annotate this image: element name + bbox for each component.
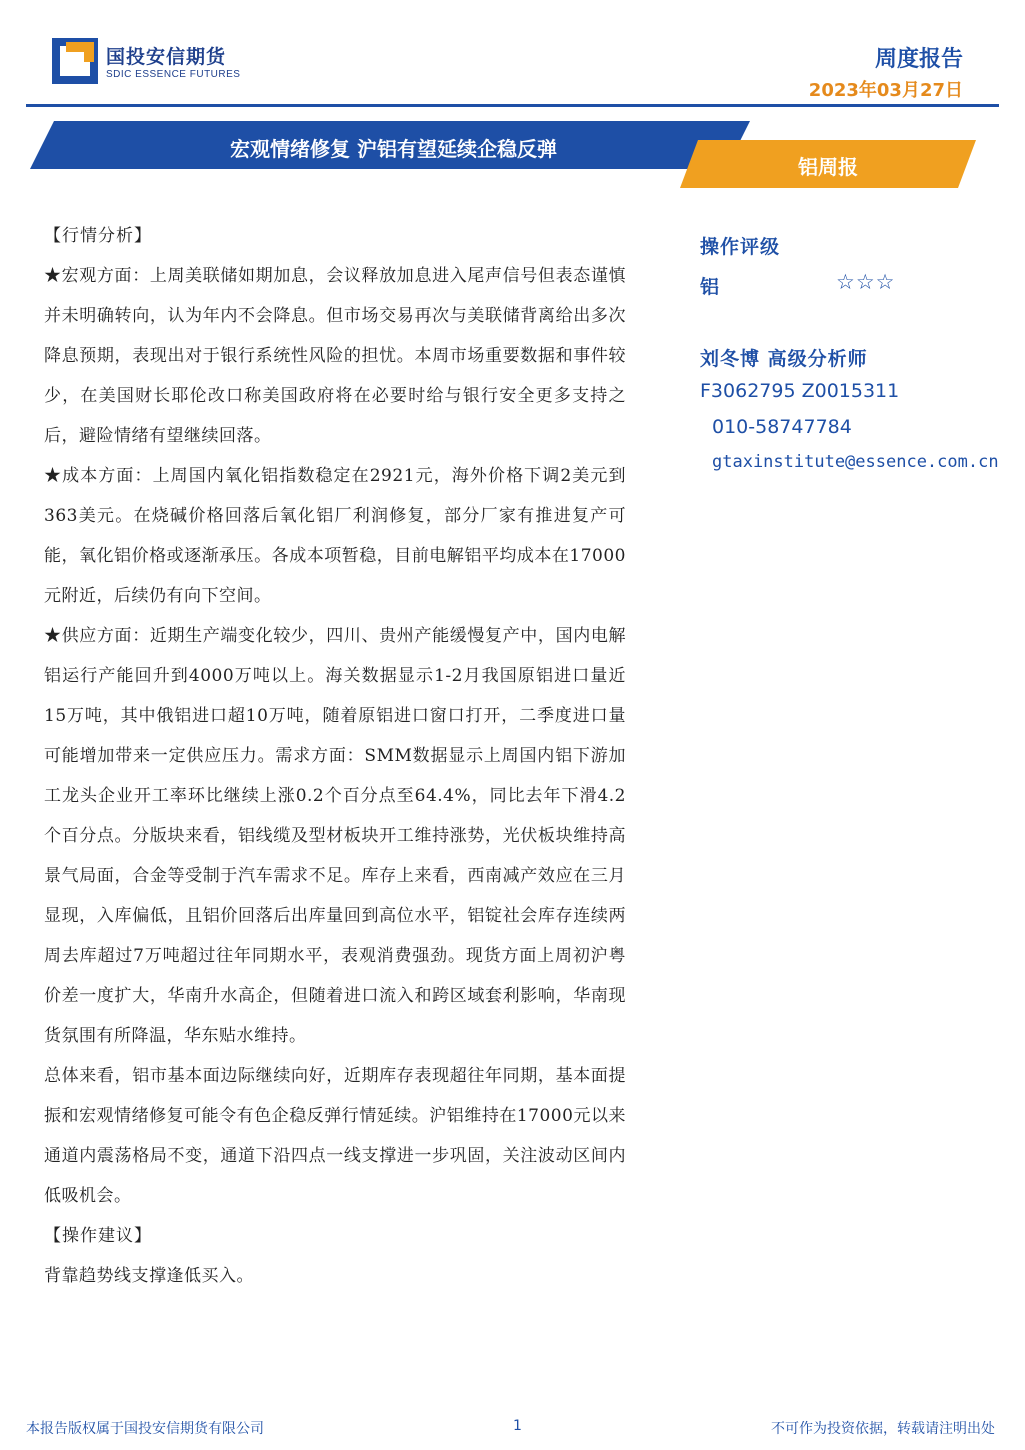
- category-tag: 铝周报: [798, 155, 858, 179]
- logo-en-text: SDIC ESSENCE FUTURES: [106, 69, 241, 80]
- report-date: 2023年03月27日: [808, 80, 963, 101]
- advice-heading: 【操作建议】: [44, 1226, 152, 1246]
- report-title: 宏观情绪修复 沪铝有望延续企稳反弹: [230, 137, 557, 161]
- analyst-phone: 010-58747784: [712, 416, 852, 438]
- page-number: 1: [513, 1418, 522, 1434]
- rating-stars-icon: ☆☆☆: [836, 270, 896, 294]
- macro-paragraph: ★宏观方面：上周美联储如期加息，会议释放加息进入尾声信号但表态谨慎并未明确转向，认为年内不会降息。但市场交易再次与美联储背离给出多次降息预期，表现出对于银行系统性风险的担忧。本周市场重要数据和事件较少，在美国财长耶伦改口称美国政府将在必要时给与银行安全更多支持之后，避险情绪有望继续回落。: [44, 266, 626, 446]
- analyst-license-ids: F3062795 Z0015311: [700, 380, 900, 402]
- footer-disclaimer: 不可作为投资依据，转载请注明出处: [771, 1421, 995, 1437]
- company-logo: [52, 38, 252, 88]
- analyst-email-link[interactable]: gtaxinstitute@essence.com.cn: [712, 452, 999, 472]
- sidebar: [700, 232, 1025, 488]
- rating-row: [700, 268, 1025, 308]
- analyst-name: 刘冬博 高级分析师: [700, 348, 868, 370]
- category-tag-banner: [680, 140, 976, 188]
- footer-copyright: 本报告版权属于国投安信期货有限公司: [26, 1421, 264, 1437]
- advice-text: 背靠趋势线支撑逢低买入。: [44, 1266, 254, 1286]
- supply-demand-paragraph: ★供应方面：近期生产端变化较少，四川、贵州产能缓慢复产中，国内电解铝运行产能回升到4000万吨以上。海关数据显示1-2月我国原铝进口量近15万吨，其中俄铝进口超10万吨，随着原铝进口窗口打开，二季度进口量可能增加带来一定供应压力。需求方面：SMM数据显示上周国内铝下游加工龙头企业开工率环比继续上涨0.2个百分点至64.4%，同比去年下滑4.2个百分点。分版块来看，铝线缆及型材板块开工维持涨势，光伏板块维持高景气局面，合金等受制于汽车需求不足。库存上来看，西南减产效应在三月显现，入库偏低，且铝价回落后出库量回到高位水平，铝锭社会库存连续两周去库超过7万吨超过往年同期水平，表观消费强劲。现货方面上周初沪粤价差一度扩大，华南升水高企，但随着进口流入和跨区域套利影响，华南现货氛围有所降温，华东贴水维持。: [44, 626, 626, 1046]
- main-content: [44, 216, 626, 1296]
- header-divider: [26, 104, 999, 107]
- title-banner: [30, 121, 750, 169]
- logo-cn-text: 国投安信期货: [106, 46, 227, 68]
- logo-mark-icon: [52, 38, 98, 84]
- report-type: 周度报告: [874, 47, 963, 72]
- rating-label: 铝: [700, 276, 720, 298]
- analysis-heading: 【行情分析】: [44, 226, 152, 246]
- summary-paragraph: 总体来看，铝市基本面边际继续向好，近期库存表现超往年同期，基本面提振和宏观情绪修复可能令有色企稳反弹行情延续。沪铝维持在17000元以来通道内震荡格局不变，通道下沿四点一线支撑进一步巩固，关注波动区间内低吸机会。: [44, 1066, 626, 1206]
- cost-paragraph: ★成本方面：上周国内氧化铝指数稳定在2921元，海外价格下调2美元到363美元。在烧碱价格回落后氧化铝厂利润修复，部分厂家有推进复产可能，氧化铝价格或逐渐承压。各成本项暂稳，目前电解铝平均成本在17000元附近，后续仍有向下空间。: [44, 466, 626, 606]
- rating-heading: 操作评级: [700, 236, 781, 258]
